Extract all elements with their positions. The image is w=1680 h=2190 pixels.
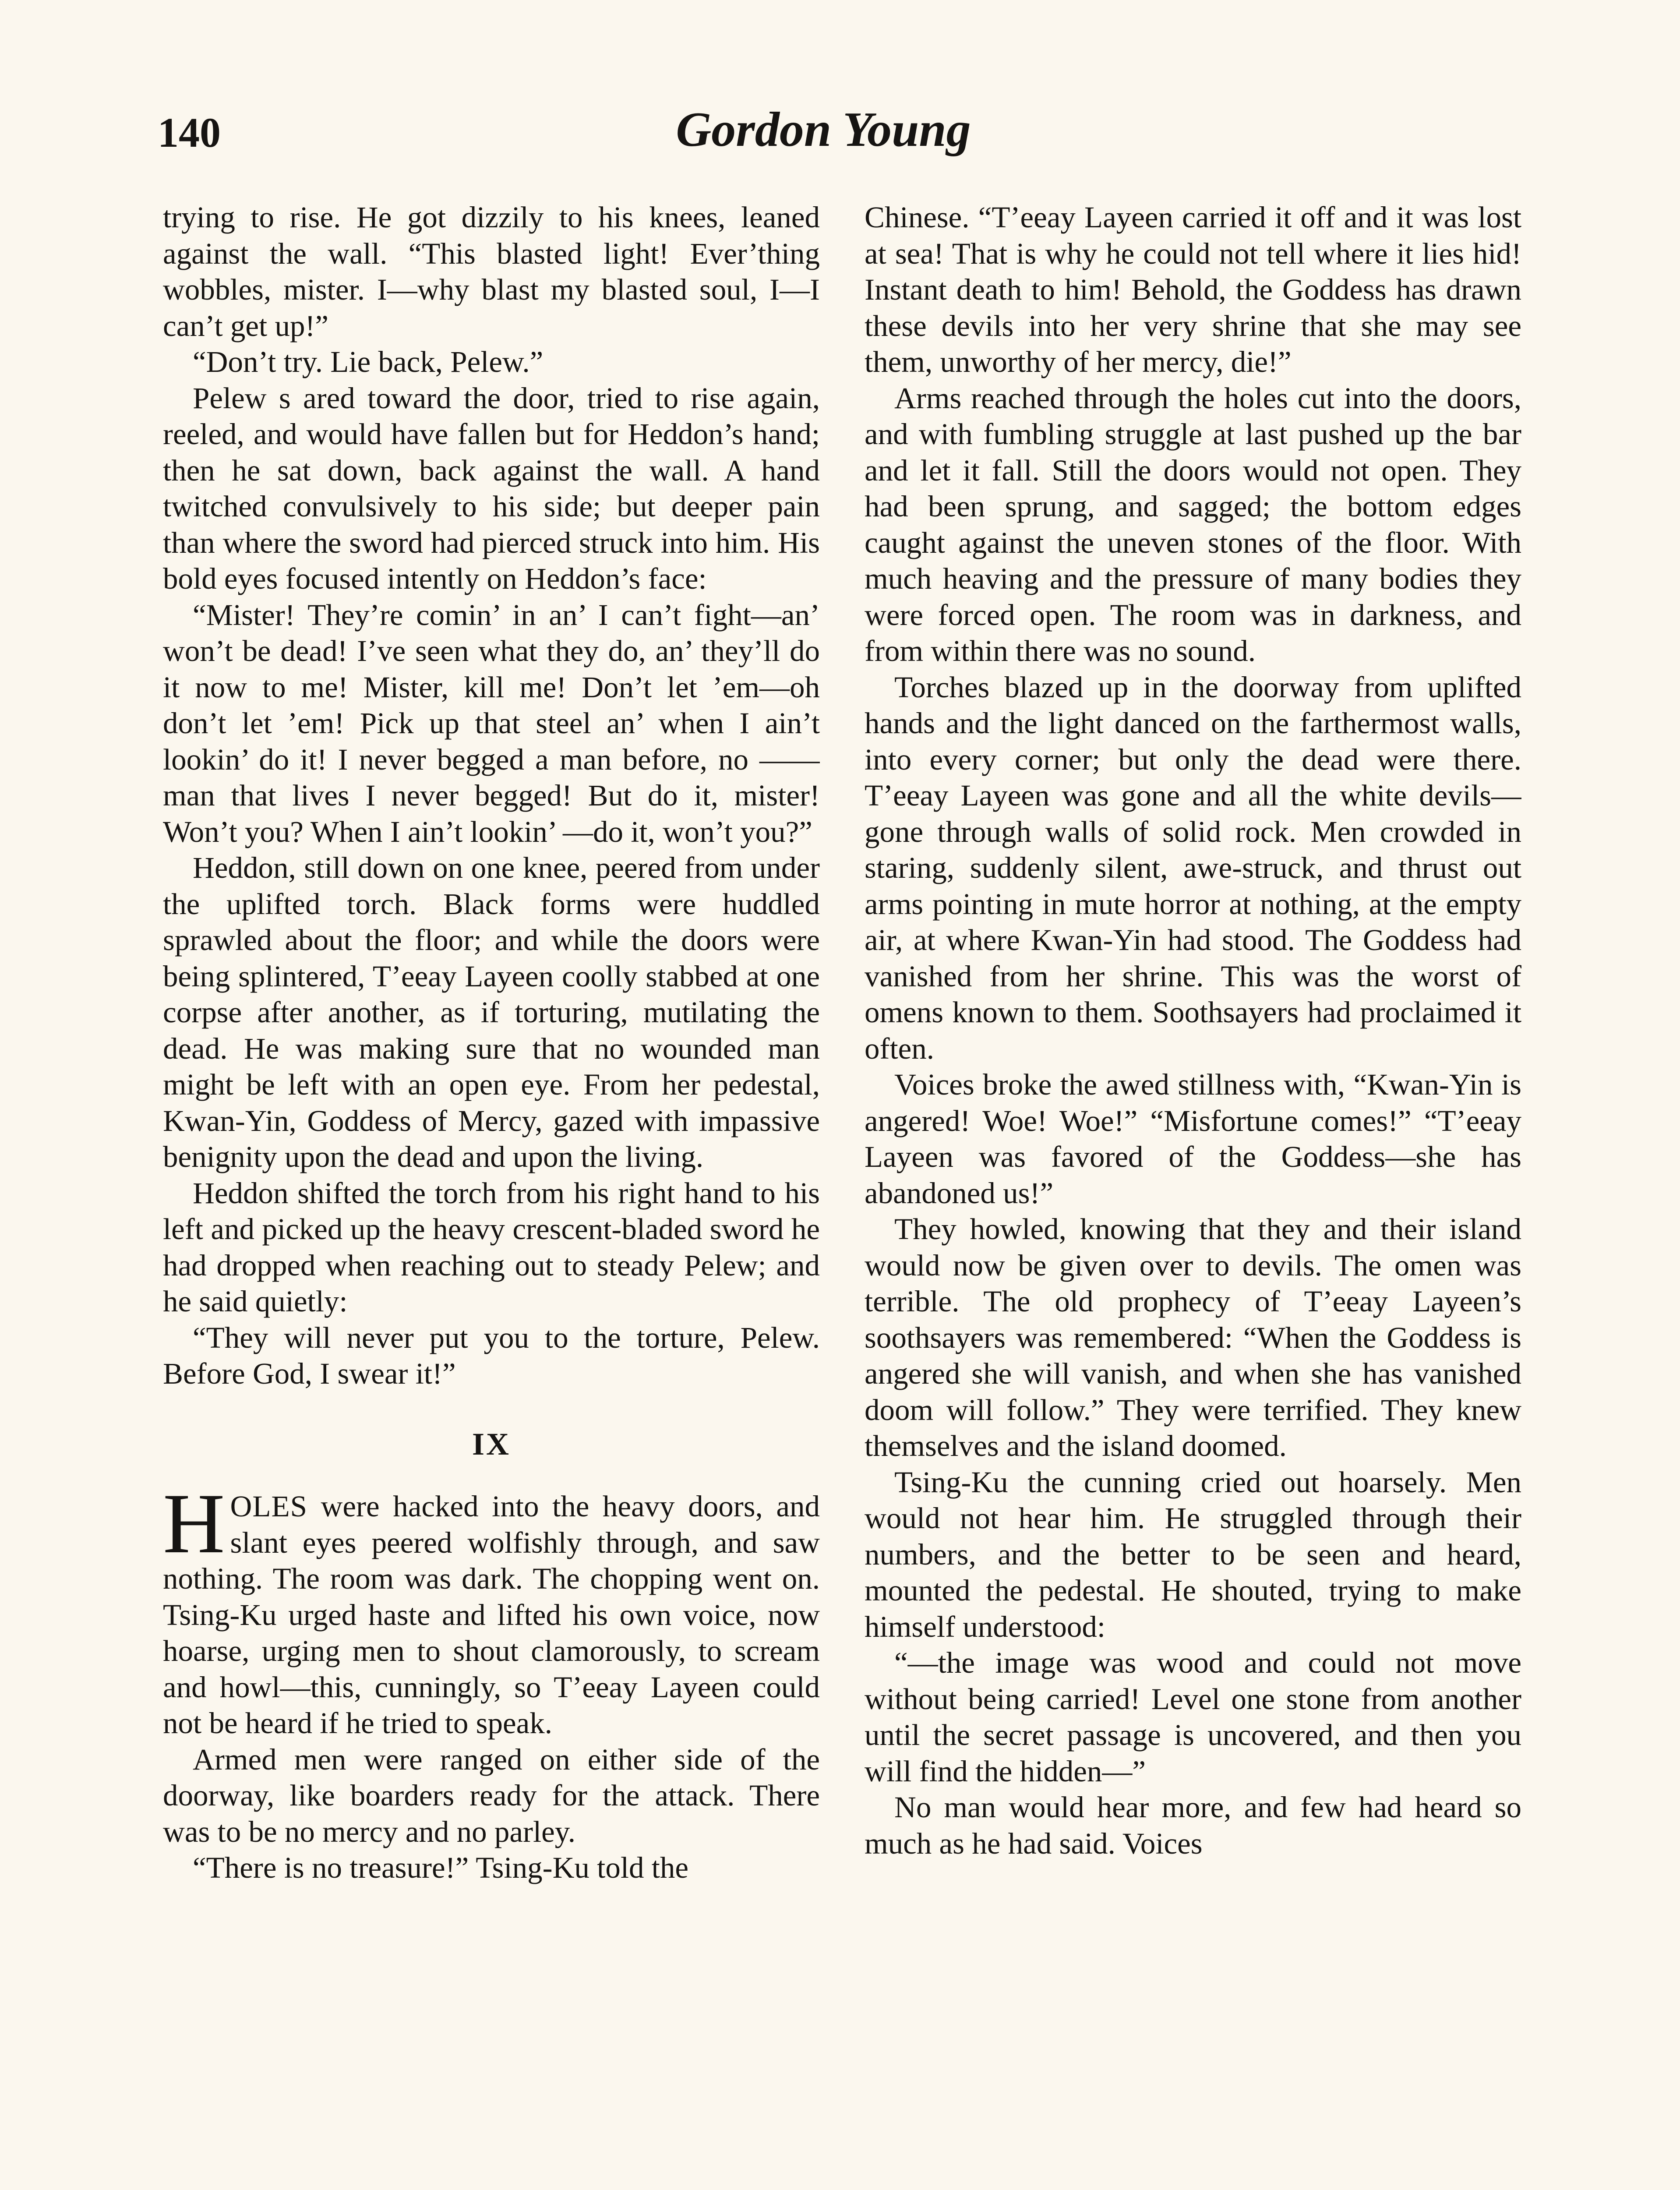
paragraph: Torches blazed up in the doorway from uplifted hands and the light danced on the farthermost walls, into every corner; but only the dead were there. T’eeay Layeen was gone and all the white devils—gone through walls of solid rock. Men crowded in staring, suddenly silent, awe-struck, and thrust out arms pointing in mute horror at nothing, at the empty air, at where Kwan-Yin had stood. The Goddess had vanished from her shrine. This was the worst of omens known to them. Soothsayers had proclaimed it often. (865, 670, 1521, 1065)
paragraph: Tsing-Ku the cunning cried out hoarsely. Men would not hear him. He struggled through their numbers, and the better to be seen and heard, mounted the pedestal. He shouted, trying to make himself understood: (865, 1465, 1521, 1643)
paragraph: No man would hear more, and few had heard so much as he had said. Voices (865, 1791, 1521, 1860)
paragraph: Chinese. “T’eeay Layeen carried it off and it was lost at sea! That is why he could not tell where it lies hid! Instant death to him! Behold, the Goddess has drawn these devils into her very shrine that she may see them, unworthy of her mercy, die!” (865, 201, 1521, 378)
paragraph: They howled, knowing that they and their island would now be given over to devils. The omen was terrible. The old prophecy of T’eeay Layeen’s soothsayers was remembered: “When the Goddess is angered she will vanish, and when she has vanished doom will follow.” They were terrified. They knew themselves and the island doomed. (865, 1212, 1521, 1462)
running-head-author: Gordon Young (676, 102, 971, 157)
paragraph: “Don’t try. Lie back, Pelew.” (193, 345, 544, 378)
opening-paragraph-text: were hacked into the heavy doors, and slant eyes peered wolfishly through, and saw nothing. The room was dark. The chopping went on. Tsing-Ku urged haste and lifted his own voice, now hoarse, urging men to shout clamorously, to scream and howl—this, cunningly, so T’eeay Layeen could not be heard if he tried to speak. (163, 1490, 820, 1740)
page-number: 140 (158, 109, 221, 156)
paragraph: “There is no treasure!” Tsing-Ku told the (193, 1851, 689, 1884)
section-heading: IX (472, 1426, 511, 1462)
paragraph: Arms reached through the holes cut into the doors, and with fumbling struggle at last pushed up the bar and let it fall. Still the doors would not open. They had been sprung, and sagged; the bottom edges caught against the uneven stones of the floor. With much heaving and the pressure of many bodies they were forced open. The room was in darkness, and from within there was no sound. (865, 381, 1521, 668)
left-column (163, 199, 820, 2190)
right-column (865, 199, 1521, 2190)
paragraph: Heddon shifted the torch from his right hand to his left and picked up the heavy crescent-bladed sword he had dropped when reaching out to steady Pelew; and he said quietly: (163, 1176, 820, 1318)
section-opening-paragraph (163, 1476, 820, 1741)
first-word: OLES (230, 1490, 308, 1523)
paragraph: Pelew s ared toward the door, tried to rise again, reeled, and would have fallen but for Heddon’s hand; then he sat down, back against the wall. A hand twitched convulsively to his side; but deeper pain than where the sword had pierced struck into him. His bold eyes focused intently on Heddon’s face: (163, 381, 820, 595)
paragraph: Voices broke the awed stillness with, “Kwan-Yin is angered! Woe! Woe!” “Misfortune comes!” “T’eeay Layeen was favored of the Goddess—she has abandoned us!” (865, 1068, 1521, 1210)
paragraph: Armed men were ranged on either side of the doorway, like boarders ready for the attack. There was to be no mercy and no parley. (163, 1742, 820, 1848)
paragraph: “They will never put you to the torture, Pelew. Before God, I swear it!” (163, 1321, 820, 1390)
paragraph: “Mister! They’re comin’ in an’ I can’t fight—an’ won’t be dead! I’ve seen what they do, an’ they’ll do it now to me! Mister, kill me! Don’t let ’em—oh don’t let ’em! Pick up that steel an’ when I ain’t lookin’ do it! I never begged a man before, no —— man that lives I never begged! But do it, mister! Won’t you? When I ain’t lookin’ —do it, won’t you?” (163, 598, 820, 848)
paragraph: Heddon, still down on one knee, peered from under the uplifted torch. Black forms were huddled sprawled about the floor; and while the doors were being splintered, T’eeay Layeen coolly stabbed at one corpse after another, as if torturing, mutilating the dead. He was making sure that no wounded man might be left with an open eye. From her pedestal, Kwan-Yin, Goddess of Mercy, gazed with impassive benignity upon the dead and upon the living. (163, 851, 820, 1173)
paragraph: trying to rise. He got dizzily to his knees, leaned against the wall. “This blasted light! Ever’thing wobbles, mister. I—why blast my blasted soul, I—I can’t get up!” (163, 201, 820, 343)
drop-cap: H (163, 1476, 225, 1571)
paragraph: “—the image was wood and could not move without being carried! Level one stone from another until the secret passage is uncovered, and then you will find the hidden—” (865, 1646, 1521, 1788)
